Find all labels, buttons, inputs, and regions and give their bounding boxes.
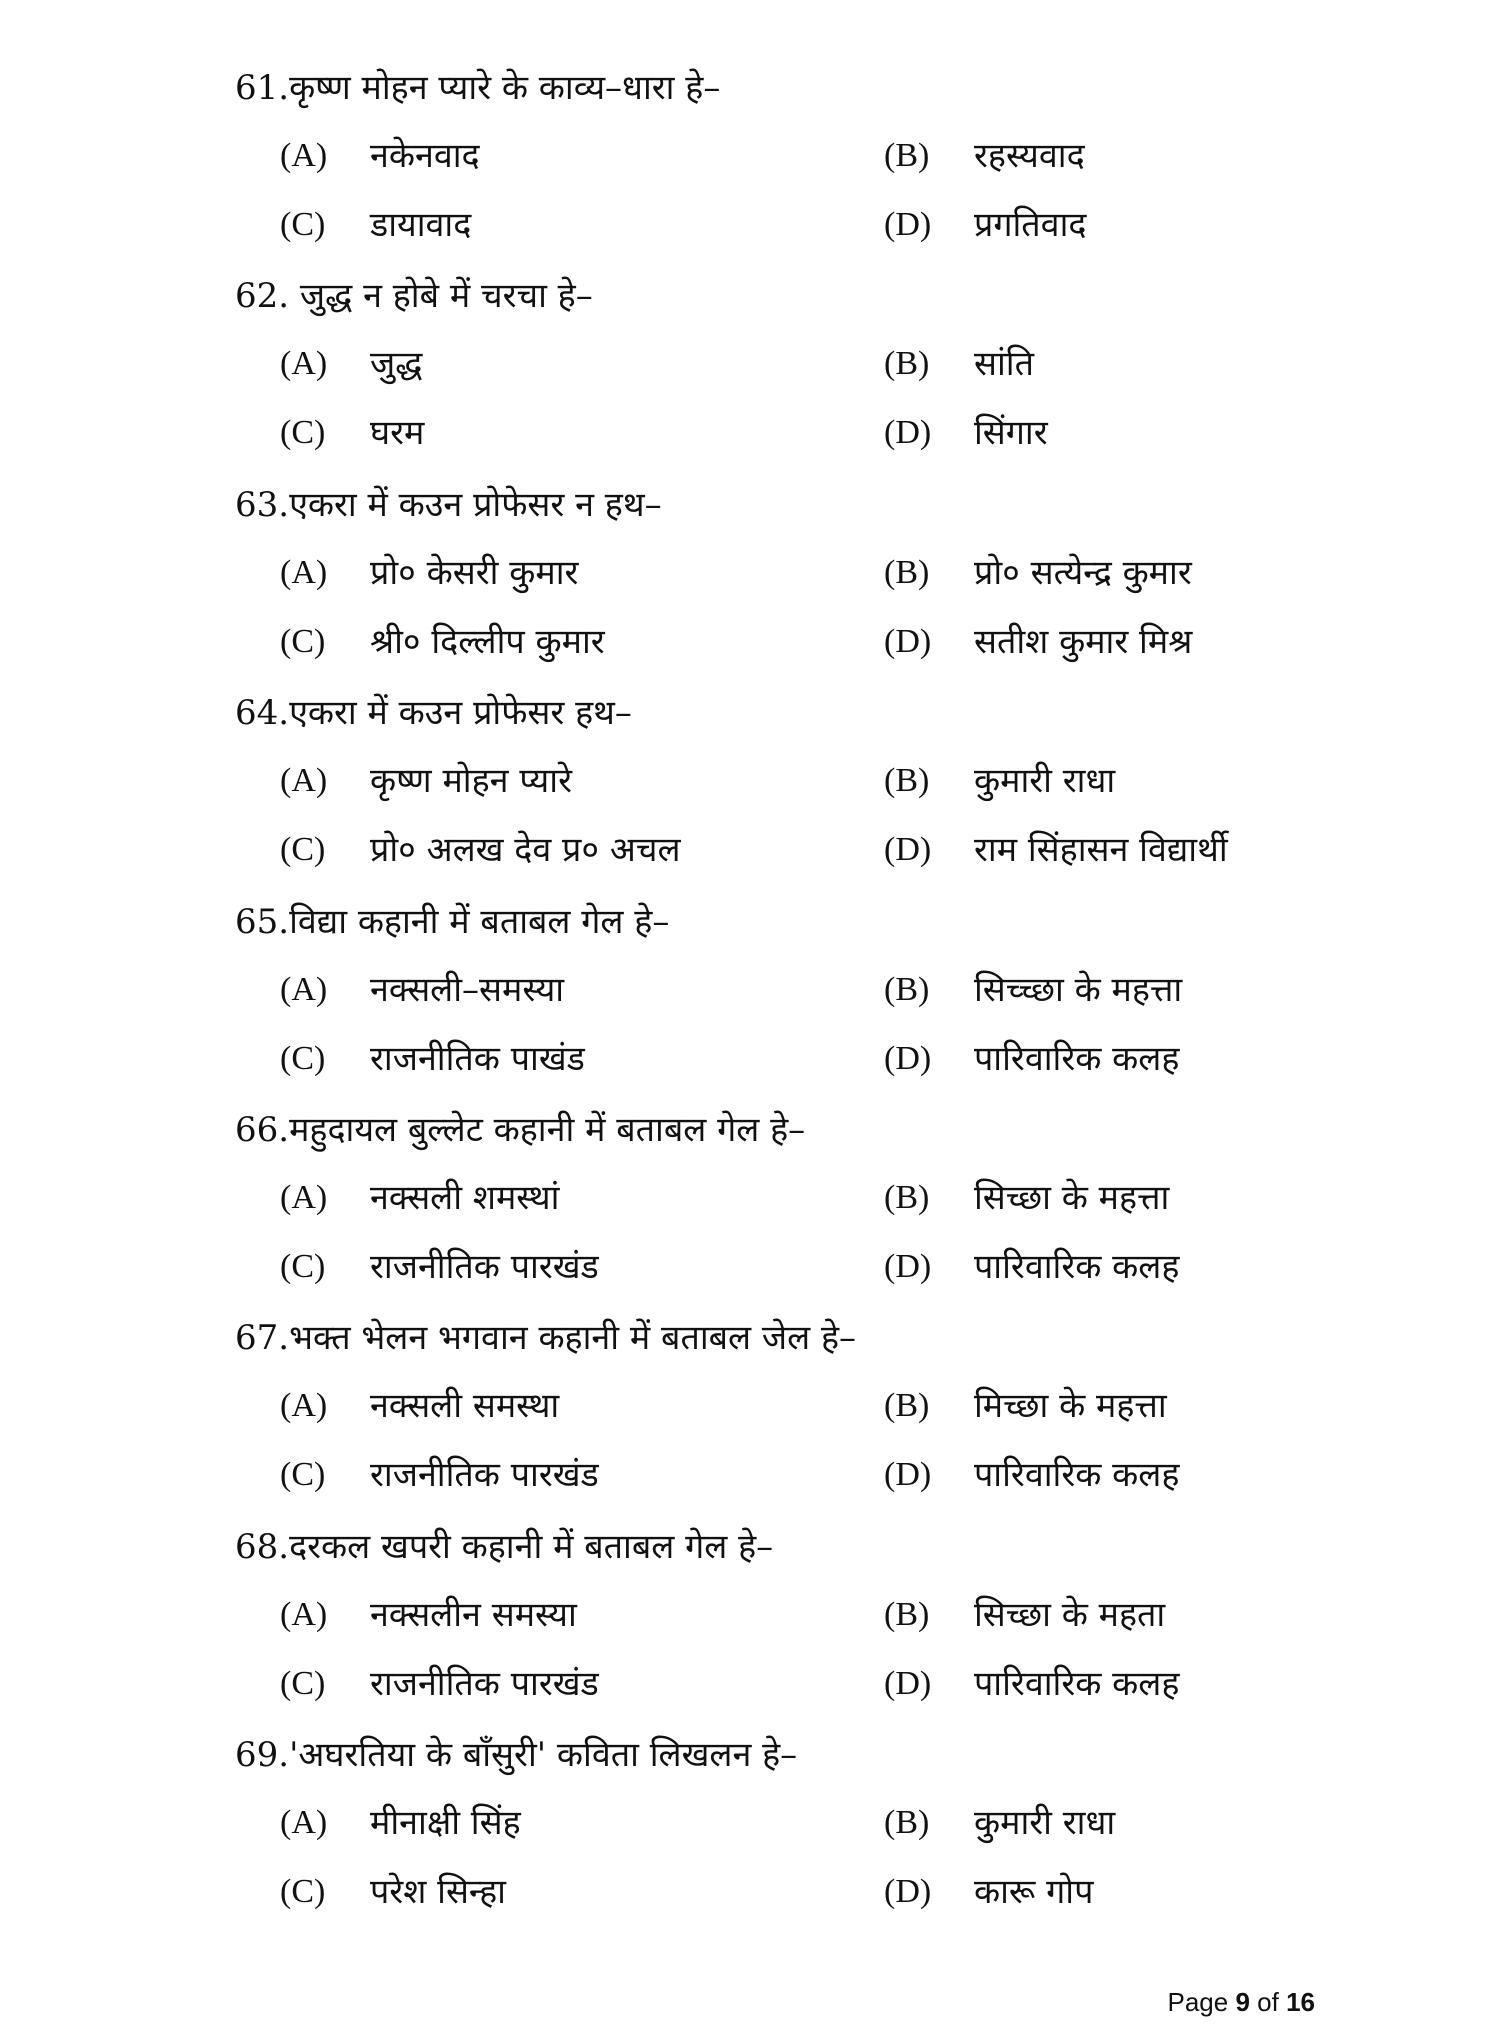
option-text: प्रगतिवाद <box>974 205 1087 245</box>
option-text: जुद्ध <box>370 344 423 384</box>
option-text: पारिवारिक कलह <box>974 1247 1180 1287</box>
option-letter: (C) <box>280 1248 326 1285</box>
option-letter: (D) <box>884 1456 932 1493</box>
option-letter: (A) <box>280 971 328 1008</box>
option-letter: (B) <box>884 554 930 591</box>
option-letter: (B) <box>884 762 930 799</box>
option-text: राजनीतिक पारखंड <box>370 1455 599 1495</box>
option-letter: (A) <box>280 345 328 382</box>
question-text: 61.कृष्ण मोहन प्यारे के काव्य–धारा हे– <box>235 68 721 108</box>
option-text: सिच्छा के महत्ता <box>974 1178 1170 1218</box>
question-67 <box>0 1316 1505 1526</box>
option-letter: (C) <box>280 623 326 660</box>
option-text: राजनीतिक पाखंड <box>370 1039 585 1079</box>
option-letter: (A) <box>280 137 328 174</box>
option-text: कारू गोप <box>974 1872 1094 1912</box>
option-letter: (A) <box>280 1596 328 1633</box>
option-text: कुमारी राधा <box>974 761 1116 801</box>
option-letter: (B) <box>884 971 930 1008</box>
question-64 <box>0 691 1505 901</box>
option-letter: (C) <box>280 206 326 243</box>
option-letter: (C) <box>280 1873 326 1910</box>
page-label: Page <box>1167 1987 1229 2017</box>
option-text: कृष्ण मोहन प्यारे <box>370 761 572 801</box>
question-69 <box>0 1733 1505 1943</box>
option-letter: (D) <box>884 1248 932 1285</box>
option-text: मीनाक्षी सिंह <box>370 1803 521 1843</box>
option-text: डायावाद <box>370 205 472 245</box>
total-pages-number: 16 <box>1286 1987 1315 2017</box>
option-text: राजनीतिक पारखंड <box>370 1664 599 1704</box>
option-text: प्रो० अलख देव प्र० अचल <box>370 830 681 870</box>
option-text: प्रो० केसरी कुमार <box>370 553 579 593</box>
page-number-footer <box>1167 1986 1315 2018</box>
option-letter: (C) <box>280 1040 326 1077</box>
option-text: कुमारी राधा <box>974 1803 1116 1843</box>
option-text: राजनीतिक पारखंड <box>370 1247 599 1287</box>
option-letter: (A) <box>280 1387 328 1424</box>
option-text: श्री० दिल्लीप कुमार <box>370 622 605 662</box>
option-text: परेश सिन्हा <box>370 1872 506 1912</box>
question-66 <box>0 1108 1505 1318</box>
option-text: राम सिंहासन विद्यार्थी <box>974 830 1228 870</box>
current-page-number: 9 <box>1235 1987 1250 2017</box>
option-text: सतीश कुमार मिश्र <box>974 622 1193 662</box>
option-text: नक्सली शमस्थां <box>370 1178 560 1218</box>
option-text: सिच्छा के महता <box>974 1595 1166 1635</box>
question-text: 69.'अघरतिया के बाँसुरी' कविता लिखलन हे– <box>235 1735 798 1775</box>
option-letter: (A) <box>280 1804 328 1841</box>
question-65 <box>0 900 1505 1110</box>
option-text: मिच्छा के महत्ता <box>974 1386 1167 1426</box>
option-text: रहस्यवाद <box>974 136 1085 176</box>
question-text: 67.भक्त भेलन भगवान कहानी में बताबल जेल हे– <box>235 1318 857 1358</box>
option-text: नक्सलीन समस्या <box>370 1595 577 1635</box>
option-letter: (B) <box>884 345 930 382</box>
question-62 <box>0 274 1505 484</box>
option-letter: (D) <box>884 831 932 868</box>
option-text: प्रो० सत्येन्द्र कुमार <box>974 553 1192 593</box>
option-letter: (D) <box>884 1873 932 1910</box>
question-text: 63.एकरा में कउन प्रोफेसर न हथ– <box>235 485 662 525</box>
question-text: 68.दरकल खपरी कहानी में बताबल गेल हे– <box>235 1527 774 1567</box>
question-61 <box>0 66 1505 276</box>
option-letter: (D) <box>884 1040 932 1077</box>
option-letter: (C) <box>280 1456 326 1493</box>
question-text: 65.विद्या कहानी में बताबल गेल हे– <box>235 902 670 942</box>
option-text: सिंगार <box>974 413 1048 453</box>
option-letter: (A) <box>280 554 328 591</box>
option-letter: (D) <box>884 206 932 243</box>
option-letter: (A) <box>280 762 328 799</box>
option-letter: (A) <box>280 1179 328 1216</box>
option-letter: (B) <box>884 137 930 174</box>
question-68 <box>0 1525 1505 1735</box>
question-63 <box>0 483 1505 693</box>
option-letter: (B) <box>884 1387 930 1424</box>
option-letter: (D) <box>884 414 932 451</box>
option-text: पारिवारिक कलह <box>974 1455 1180 1495</box>
option-letter: (B) <box>884 1804 930 1841</box>
of-label: of <box>1257 1987 1279 2017</box>
option-letter: (C) <box>280 831 326 868</box>
option-letter: (B) <box>884 1596 930 1633</box>
question-text: 64.एकरा में कउन प्रोफेसर हथ– <box>235 693 632 733</box>
option-text: सांति <box>974 344 1034 384</box>
option-letter: (D) <box>884 623 932 660</box>
option-letter: (B) <box>884 1179 930 1216</box>
option-text: घरम <box>370 413 425 453</box>
question-text: 66.महुदायल बुल्लेट कहानी में बताबल गेल हे– <box>235 1110 806 1150</box>
option-letter: (C) <box>280 414 326 451</box>
question-text: 62. जुद्ध न होबे में चरचा हे– <box>235 276 593 316</box>
option-text: नक्सली समस्था <box>370 1386 560 1426</box>
option-letter: (C) <box>280 1665 326 1702</box>
option-text: पारिवारिक कलह <box>974 1664 1180 1704</box>
option-text: नकेनवाद <box>370 136 480 176</box>
option-text: नक्सली–समस्या <box>370 970 565 1010</box>
option-text: सिच्च्छा के महत्ता <box>974 970 1183 1010</box>
option-letter: (D) <box>884 1665 932 1702</box>
option-text: पारिवारिक कलह <box>974 1039 1180 1079</box>
